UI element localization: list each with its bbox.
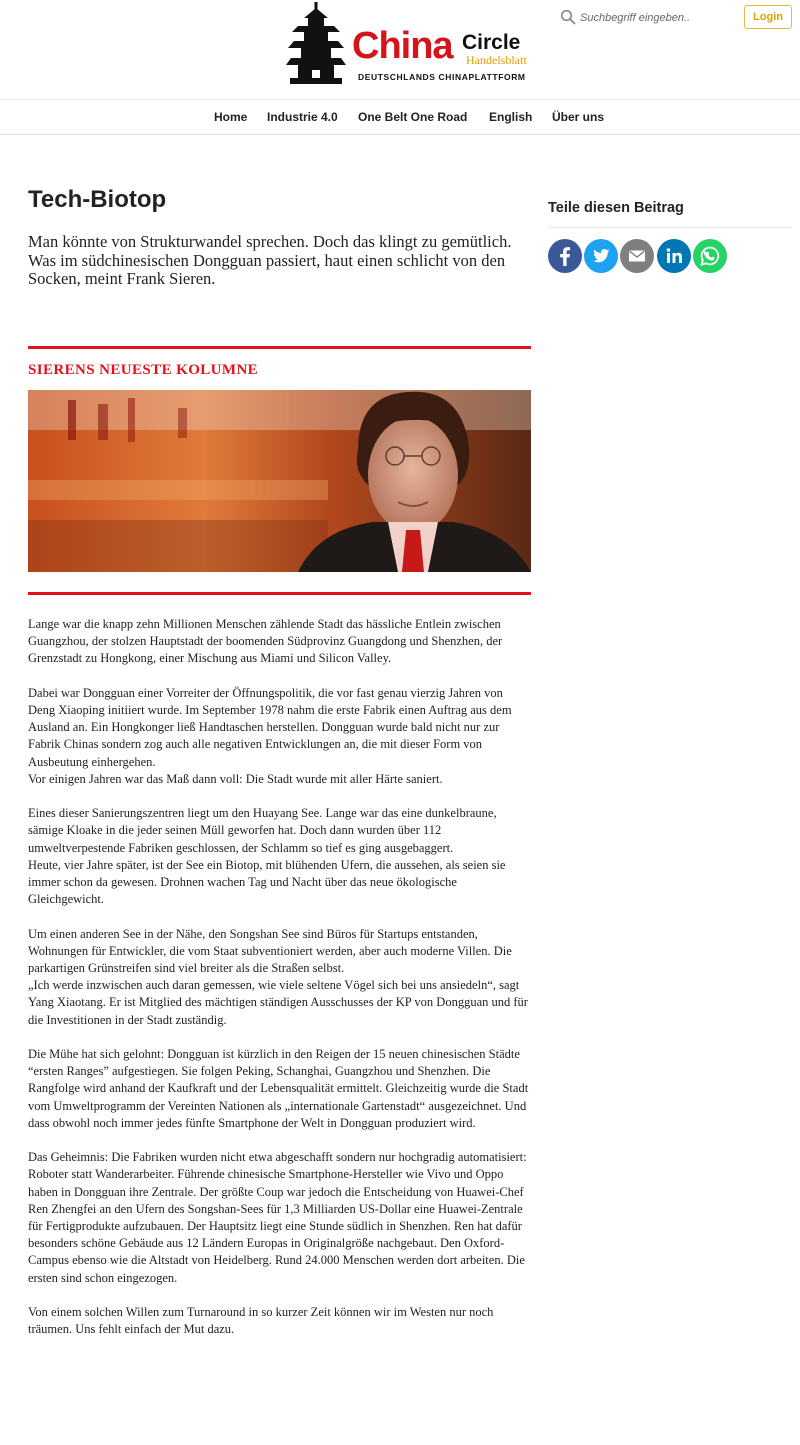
facebook-icon xyxy=(548,239,582,273)
article-paragraph: Um einen anderen See in der Nähe, den Songshan See sind Büros für Startups entstanden, Wohnungen für Entwickler, die vom Staat subventioniert werden, aber auch moderne Villen. Die parkartigen Grünstreifen sind viel breiter als die Straßen selbst. „Ich werde inzwischen auch daran gemessen, wie viele seltene Vögel sich bei uns ansiedeln“, sagt Yang Xiaotang. Er ist Mitglied des mächtigen ständigen Ausschusses der KP von Dongguan und für die Investitionen in der Stadt zuständig. xyxy=(28,926,528,1027)
author-photo xyxy=(28,390,531,572)
share-linkedin-button[interactable] xyxy=(657,239,691,273)
nav-item-home[interactable]: Home xyxy=(214,110,248,124)
banner-bottom-rule xyxy=(28,592,531,595)
nav-item-ueber-uns[interactable]: Über uns xyxy=(552,110,605,124)
share-title: Teile diesen Beitrag xyxy=(548,200,684,216)
logo-tagline: DEUTSCHLANDS CHINAPLATTFORM xyxy=(358,72,526,82)
logo-handelsblatt-text: Handelsblatt xyxy=(466,53,527,67)
site-header xyxy=(0,0,800,100)
author-photo-image xyxy=(28,390,531,572)
share-whatsapp-button[interactable] xyxy=(693,239,727,273)
banner-top-rule xyxy=(28,346,531,349)
article-paragraph: Die Mühe hat sich gelohnt: Dongguan ist kürzlich in den Reigen der 15 neuen chinesischen Städte “ersten Ranges” aufgestiegen. Sie folgen Peking, Schanghai, Guangzhou und Shenzhen. Die Rangfolge wird anhand der Kaufkraft und der Lebensqualität ermittelt. Gleichzeitig wurde die Stadt vom Umweltprogramm der Vereinten Nationen als „internationale Gartenstadt“ ausgezeichnet. Und dass obwohl noch immer jedes fünfte Smartphone der Welt in Dongguan produziert wird. xyxy=(28,1047,529,1130)
search-bar xyxy=(560,8,730,28)
nav-item-english[interactable]: English xyxy=(489,110,533,124)
login-button[interactable]: Login xyxy=(744,5,792,29)
article-paragraph: Das Geheimnis: Die Fabriken wurden nicht etwa abgeschafft sondern nur hochgradig automatisiert: Roboter statt Wanderarbeiter. Führende chinesische Smartphone-Hersteller wie Vivo und Oppo haben in Dongguan ihre Zentrale. Der größte Coup war jedoch die Entscheidung von Huawei-Chef Ren Zhengfei an den Ufern des Songshan-Sees für 1,3 Milliarden US-Dollar eine Huawei-Zentrale für Fertigprodukte aufzubauen. Der Hauptsitz liegt eine Stunde südlich in Shenzhen. Ren hat dafür besonders schöne Gebäude aus 12 Ländern Europas in Originalgröße nachgebaut. Den Oxford-Campus ebenso wie die Altstadt von Heidelberg. Rund 24.000 Menschen werden dort arbeiten. Die ersten sind schon eingezogen. xyxy=(28,1150,527,1285)
whatsapp-icon xyxy=(693,239,727,273)
article-title: Tech-Biotop xyxy=(28,186,167,213)
nav-item-industrie[interactable]: Industrie 4.0 xyxy=(267,110,338,124)
email-icon xyxy=(620,239,654,273)
column-banner-label: SIERENS NEUESTE KOLUMNE xyxy=(28,362,259,378)
search-input[interactable] xyxy=(580,8,730,28)
twitter-icon xyxy=(584,239,618,273)
pagoda-icon xyxy=(286,2,346,86)
search-icon[interactable] xyxy=(560,9,576,25)
article-paragraph: Lange war die knapp zehn Millionen Menschen zählende Stadt das hässliche Entlein zwischen Guangzhou, der stolzen Hauptstadt der boomenden Südprovinz Guangdong und Shenzhen, der Grenzstadt zu Hongkong, einer Mischung aus Miami und Silicon Valley. xyxy=(28,617,503,666)
share-divider xyxy=(548,227,792,228)
article-paragraph: Eines dieser Sanierungszentren liegt um den Huayang See. Lange war das eine dunkelbraune, sämige Kloake in die jeder seinen Müll geworfen hat. Doch dann wurden über 112 umweltverpestende Fabriken geschlossen, der Schlamm so tief es ging ausgebaggert. Heute, vier Jahre später, ist der See ein Biotop, mit blühenden Ufern, die aussehen, als seien sie immer schon da gewesen. Drohnen wachen Tag und Nacht über das neue ökologische Gleichgewicht. xyxy=(28,806,506,907)
share-facebook-button[interactable] xyxy=(548,239,582,273)
logo-china-text: China xyxy=(352,25,453,67)
nav-item-one-belt-one-road[interactable]: One Belt One Road xyxy=(358,110,468,124)
linkedin-icon xyxy=(657,239,691,273)
share-email-button[interactable] xyxy=(620,239,654,273)
logo-circle-text: Circle xyxy=(462,31,521,54)
site-logo[interactable] xyxy=(286,2,536,86)
article-lead: Man könnte von Strukturwandel sprechen. Doch das klingt zu gemütlich. Was im südchinesischen Dongguan passiert, haut einen schlicht von den Socken, meint Frank Sieren. xyxy=(28,232,512,289)
article-body xyxy=(28,616,533,1356)
article-paragraph: Von einem solchen Willen zum Turnaround in so kurzer Zeit können wir im Westen nur noch träumen. Uns fehlt einfach der Mut dazu. xyxy=(28,1305,494,1337)
share-twitter-button[interactable] xyxy=(584,239,618,273)
main-nav xyxy=(0,100,800,135)
article-paragraph: Dabei war Dongguan einer Vorreiter der Öffnungspolitik, die vor fast genau vierzig Jahren von Deng Xiaoping initiiert wurde. Im September 1978 nahm die erste Fabrik einen Auftrag aus dem Ausland an. Ein Hongkonger ließ Handtaschen herstellen. Dongguan wurde bald nicht nur zur Fabrik Chinas sondern zog auch alle negativen Entwicklungen an, die mit dieser Form von Ausbeutung einhergehen. Vor einigen Jahren war das Maß dann voll: Die Stadt wurde mit aller Härte saniert. xyxy=(28,685,512,786)
